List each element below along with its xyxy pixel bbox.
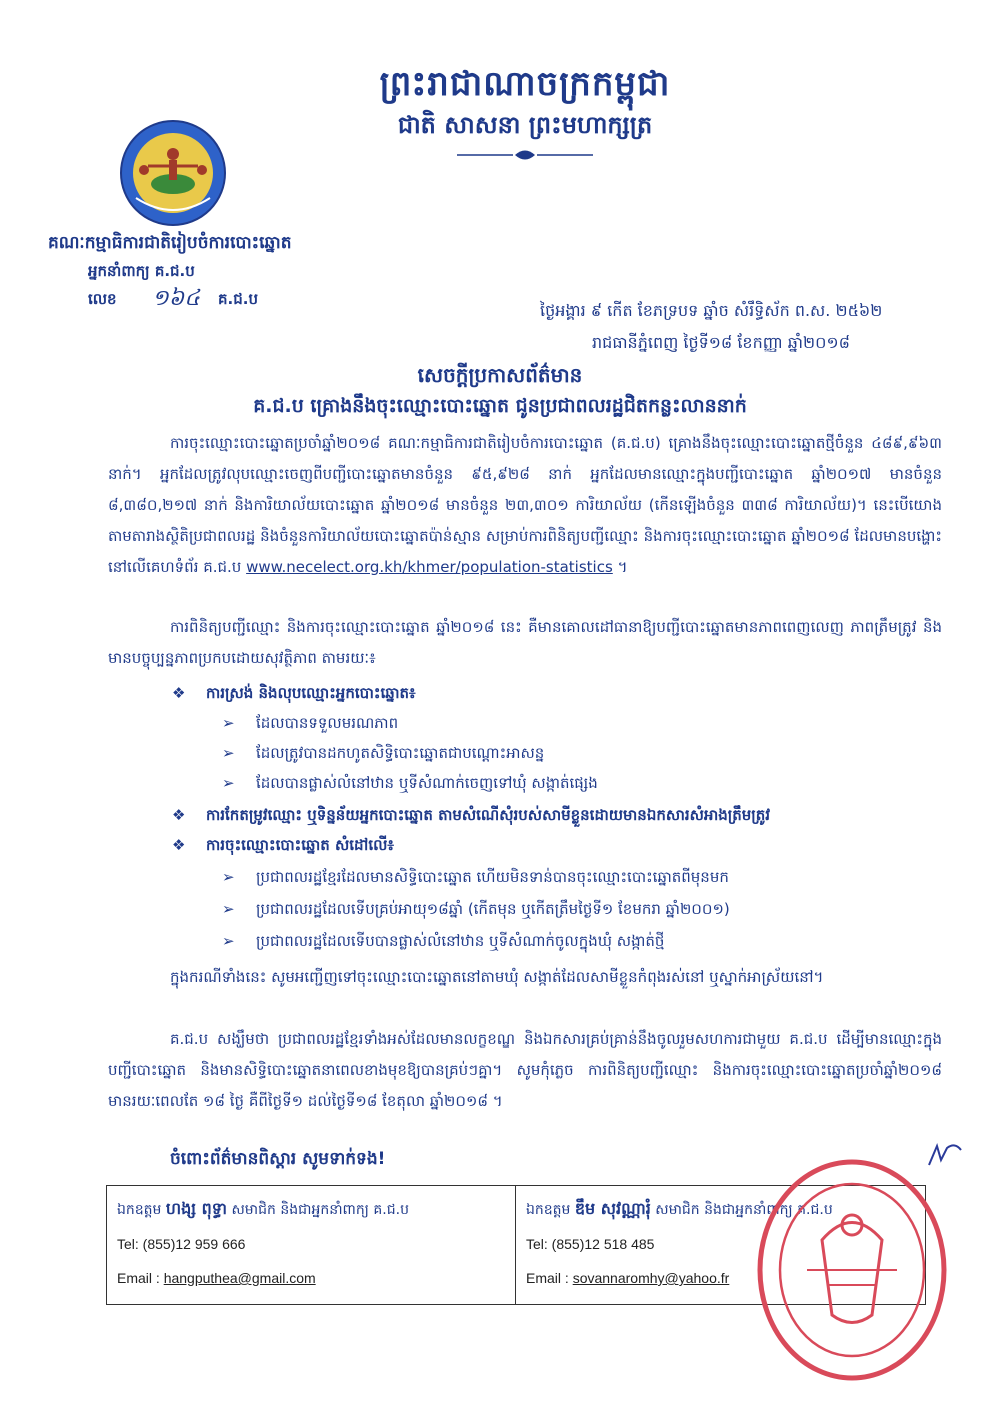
nec-emblem-icon — [118, 118, 228, 228]
paragraph-1-text: ការចុះឈ្មោះបោះឆ្នោតប្រចាំឆ្នាំ២០១៨ គណៈកម្មាធិការជាតិរៀបចំការបោះឆ្នោត (គ.ជ.ប) គ្រោងនឹងចុះឈ្មោះបោះឆ្នោតថ្មីចំនួន ៤៨៩,៩៦៣ នាក់។ អ្នកដែលត្រូវលុបឈ្មោះចេញពីបញ្ជីបោះឆ្នោតមានចំនួន ៩៥,៩២៨ នាក់ អ្នកដែលមានឈ្មោះក្នុងបញ្ជីបោះឆ្នោត ឆ្នាំ២០១៧ មានចំនួន ៨,៣៨០,២១៧ នាក់ និងការិយាល័យបោះឆ្នោត ឆ្នាំ២០១៨ មានចំនួន ២៣,៣០១ ការិយាល័យ (កើនឡើងចំនួន ៣៣៨ ការិយាល័យ)។ នេះបើយោងតាមតារាងស្ថិតិប្រជាពលរដ្ឋ និងចំនួនការិយាល័យបោះឆ្នោតប៉ាន់ស្មាន សម្រាប់ការពិនិត្យបញ្ជីឈ្មោះ និងការចុះឈ្មោះបោះឆ្នោត ឆ្នាំ២០១៨ ដែលមានបង្ហោះនៅលើគេហទំព័រ គ.ជ.ប — [108, 434, 942, 576]
arrow-bullet-icon: ➢ — [222, 932, 235, 950]
contact-phone: Tel: (855)12 518 485 — [526, 1236, 655, 1252]
signature-initial-icon — [925, 1140, 965, 1170]
reference-number: ១៦៤ — [152, 286, 200, 311]
reference-suffix: គ.ជ.ប — [218, 290, 258, 308]
paragraph-1-end: ។ — [617, 558, 628, 576]
reference-label: លេខ — [88, 290, 117, 308]
population-statistics-link[interactable]: www.necelect.org.kh/khmer/population-statistics — [246, 558, 613, 576]
contact-email-link[interactable]: hangputhea@gmail.com — [163, 1270, 316, 1286]
paragraph-4 — [108, 1024, 942, 1117]
contact-name-line — [117, 1198, 409, 1222]
sub-item — [222, 744, 544, 766]
arrow-bullet-icon: ➢ — [222, 900, 235, 918]
arrow-bullet-icon: ➢ — [222, 774, 235, 792]
arrow-bullet-icon: ➢ — [222, 868, 235, 886]
sub-item-text: ប្រជាពលរដ្ឋដែលទើបបានផ្លាស់លំនៅឋាន ឬទីសំណាក់ចូលក្នុងឃុំ សង្កាត់ថ្មី — [256, 932, 665, 950]
paragraph-1 — [108, 428, 942, 583]
date-lunar: ថ្ងៃអង្គារ ៩ កើត ខែភទ្របទ ឆ្នាំច សំរឹទ្ធិស័ក ព.ស. ២៥៦២ — [540, 301, 883, 320]
paragraph-4-text: គ.ជ.ប សង្ឃឹមថា ប្រជាពលរដ្ឋខ្មែរទាំងអស់ដែលមានលក្ខខណ្ឌ និងឯកសារគ្រប់គ្រាន់នឹងចូលរួមសហការជាមួយ គ.ជ.ប ដើម្បីមានឈ្មោះក្នុងបញ្ជីបោះឆ្នោត និងមានសិទ្ធិបោះឆ្នោតនាពេលខាងមុខឱ្យបានគ្រប់ៗគ្នា។ សូមកុំភ្លេច ការពិនិត្យបញ្ជីឈ្មោះ និងការចុះឈ្មោះបោះឆ្នោតប្រចាំឆ្នាំ២០១៨ មានរយៈពេលតែ ១៨ ថ្ងៃ គឺពីថ្ងៃទី១ ដល់ថ្ងៃទី១៨ ខែតុលា ឆ្នាំ២០១៨ ។ — [108, 1030, 942, 1110]
contact-role: សមាជិក និងជាអ្នកនាំពាក្យ គ.ជ.ប — [231, 1202, 409, 1218]
paragraph-2-text: ការពិនិត្យបញ្ជីឈ្មោះ និងការចុះឈ្មោះបោះឆ្នោត ឆ្នាំ២០១៨ នេះ គឺមានគោលដៅធានាឱ្យបញ្ជីបោះឆ្នោតមានភាពពេញលេញ ភាពត្រឹមត្រូវ និងមានបច្ចុប្បន្នភាពប្រកបដោយសុវត្ថិភាព តាមរយៈ៖ — [108, 618, 942, 667]
contact-honorific: ឯកឧត្តម — [526, 1202, 571, 1218]
sub-item-text: ដែលបានទទួលមរណភាព — [256, 714, 399, 732]
spokesperson-office: អ្នកនាំពាក្យ គ.ជ.ប — [88, 262, 195, 280]
sub-item-text: ដែលត្រូវបានដកហូតសិទ្ធិបោះឆ្នោតជាបណ្តោះអាសន្ន — [256, 744, 545, 762]
diamond-bullet-icon: ❖ — [172, 806, 186, 824]
sub-item — [222, 868, 729, 890]
closing-line: ចំពោះព័ត៌មានពិស្តារ សូមទាក់ទង! — [170, 1149, 386, 1169]
email-label: Email : — [117, 1270, 164, 1286]
sub-item — [222, 932, 664, 954]
contact-name: ឌឹម សុវណ្ណារុំ — [574, 1199, 651, 1218]
document-subtitle: គ.ជ.ប គ្រោងនឹងចុះឈ្មោះបោះឆ្នោត ជូនប្រជាពលរដ្ឋជិតកន្លះលាននាក់ — [253, 395, 747, 417]
sub-item-text: ប្រជាពលរដ្ឋខ្មែរដែលមានសិទ្ធិបោះឆ្នោត ហើយមិនទាន់បានចុះឈ្មោះបោះឆ្នោតពីមុនមក — [256, 868, 729, 886]
national-motto: ជាតិ សាសនា ព្រះមហាក្សត្រ — [397, 110, 653, 139]
sub-item — [222, 774, 598, 796]
bullet-label: ការចុះឈ្មោះបោះឆ្នោត សំដៅលើ៖ — [206, 836, 394, 854]
kingdom-title: ព្រះរាជាណាចក្រកម្ពុជា — [379, 64, 671, 104]
contact-phone: Tel: (855)12 959 666 — [117, 1236, 246, 1252]
contact-email-link[interactable]: sovannaromhy@yahoo.fr — [572, 1270, 730, 1286]
bullet-label: ការស្រង់ និងលុបឈ្មោះអ្នកបោះឆ្នោត៖ — [206, 684, 416, 702]
contact-card — [107, 1186, 515, 1304]
paragraph-3-text: ក្នុងករណីទាំងនេះ សូមអញ្ជើញទៅចុះឈ្មោះបោះឆ្នោតនៅតាមឃុំ សង្កាត់ដែលសាមីខ្លួនកំពុងរស់នៅ ឬស្នាក់អាស្រ័យនៅ។ — [170, 968, 824, 986]
arrow-bullet-icon: ➢ — [222, 744, 235, 762]
sub-item-text: ដែលបានផ្លាស់លំនៅឋាន ឬទីសំណាក់ចេញទៅឃុំ សង្កាត់ផ្សេង — [256, 774, 598, 792]
contact-honorific: ឯកឧត្តម — [117, 1202, 162, 1218]
issuer-org-name: គណៈកម្មាធិការជាតិរៀបចំការបោះឆ្នោត — [48, 233, 292, 253]
contact-name: ហង្ស ពុទ្ធា — [165, 1199, 228, 1218]
diamond-bullet-icon: ❖ — [172, 684, 186, 702]
paragraph-3 — [108, 962, 942, 993]
sub-item — [222, 714, 398, 736]
official-seal-icon — [752, 1145, 952, 1385]
contact-role: សមាជិក និងជាអ្នកនាំពាក្យ គ.ជ.ប — [655, 1202, 833, 1218]
diamond-bullet-icon: ❖ — [172, 836, 186, 854]
date-solar: រាជធានីភ្នំពេញ ថ្ងៃទី១៨ ខែកញ្ញា ឆ្នាំ២០១៨ — [592, 333, 850, 352]
bullet-item — [172, 684, 416, 706]
arrow-bullet-icon: ➢ — [222, 714, 235, 732]
bullet-item — [172, 806, 770, 828]
document-title: សេចក្តីប្រកាសព័ត៌មាន — [417, 363, 583, 387]
sub-item-text: ប្រជាពលរដ្ឋដែលទើបគ្រប់អាយុ១៨ឆ្នាំ (កើតមុន ឬកើតត្រឹមថ្ងៃទី១ ខែមករា ឆ្នាំ២០០១) — [256, 900, 730, 918]
ornament-divider — [455, 148, 595, 162]
contact-email-line — [117, 1270, 316, 1286]
email-label: Email : — [526, 1270, 573, 1286]
paragraph-2 — [108, 612, 942, 674]
bullet-label: ការកែតម្រូវឈ្មោះ ឬទិន្នន័យអ្នកបោះឆ្នោត តាមសំណើសុំរបស់សាមីខ្លួនដោយមានឯកសារសំអាងត្រឹមត្រូវ — [206, 806, 771, 824]
contact-email-line — [526, 1270, 729, 1286]
sub-item — [222, 900, 730, 922]
bullet-item — [172, 836, 394, 858]
